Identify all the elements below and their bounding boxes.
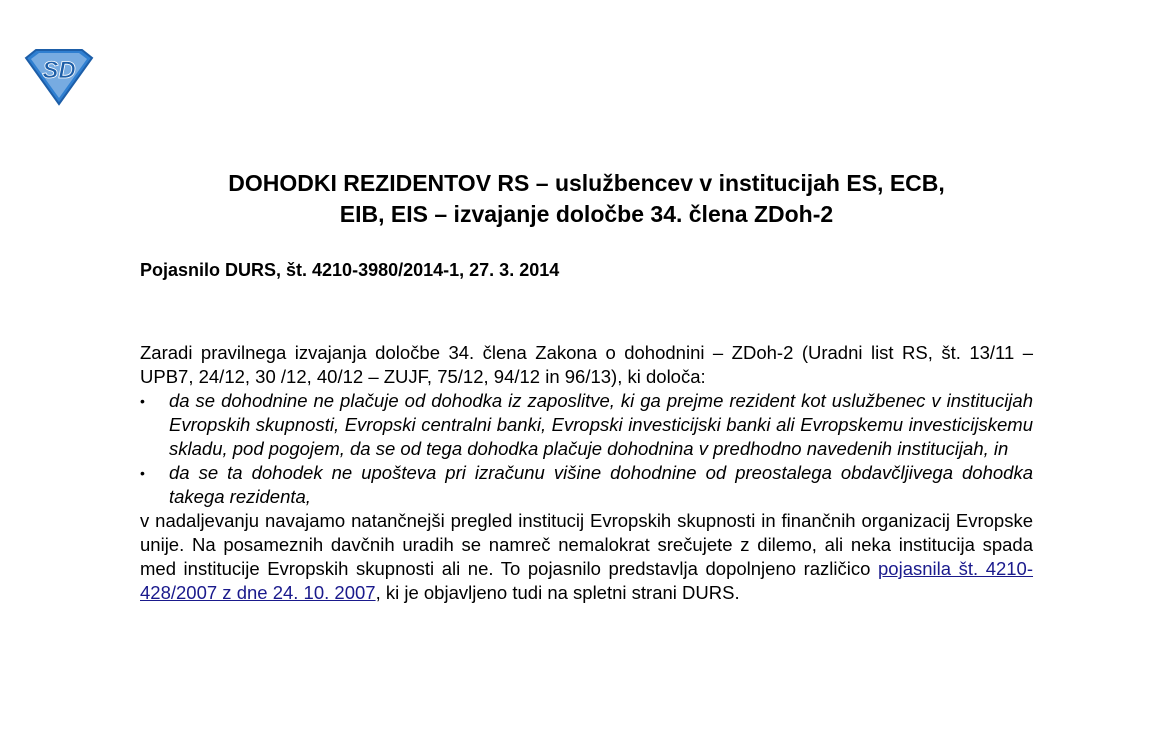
durs-logo: [22, 48, 96, 106]
document-body: [140, 341, 1033, 605]
bullet-list: [140, 389, 1033, 509]
title-line-2: EIB, EIS – izvajanje določbe 34. člena ZDoh-2: [339, 201, 834, 227]
title-line-1: DOHODKI REZIDENTOV RS – uslužbencev v institucijah ES, ECB,: [228, 170, 945, 196]
closing-text-end: , ki je objavljeno tudi na spletni strani DURS.: [375, 582, 740, 603]
document-title: [140, 168, 1033, 230]
bullet-text-1: da se dohodnine ne plačuje od dohodka iz zaposlitve, ki ga prejme rezident kot uslužbenec v institucijah Evropskih skupnosti, Evropski centralni banki, Evropski investicijski banki ali Evropskemu investicijskemu skladu, pod pogojem, da se od tega dohodka plačuje dohodnina v predhodno navedenih institucijah, in: [169, 390, 1033, 459]
list-item: [140, 461, 1033, 509]
logo-letters: SD: [42, 57, 76, 84]
bullet-icon: •: [140, 393, 145, 409]
bullet-icon: •: [140, 465, 145, 481]
list-item: [140, 389, 1033, 461]
bullet-text-2: da se ta dohodek ne upošteva pri izračunu višine dohodnine od preostalega obdavčljivega dohodka takega rezidenta,: [169, 462, 1033, 507]
document-subtitle: Pojasnilo DURS, št. 4210-3980/2014-1, 27. 3. 2014: [140, 260, 560, 280]
closing-text: v nadaljevanju navajamo natančnejši pregled institucij Evropskih skupnosti in finančnih organizacij Evropske unije. Na posameznih davčnih uradih se namreč nemalokrat srečujete z dilemo, ali neka institucija spada med institucije Evropskih skupnosti ali ne. To pojasnilo predstavlja dopolnjeno različico: [140, 510, 1033, 579]
intro-paragraph: Zaradi pravilnega izvajanja določbe 34. člena Zakona o dohodnini – ZDoh-2 (Uradni list RS, št. 13/11 – UPB7, 24/12, 30 /12, 40/12 – ZUJF, 75/12, 94/12 in 96/13), ki določa:: [140, 342, 1033, 387]
logo-shield-icon: [22, 48, 96, 106]
closing-paragraph: [140, 509, 1033, 605]
reference-link[interactable]: pojasnila št. 4210-428/2007 z dne 24. 10. 2007: [140, 558, 1034, 603]
